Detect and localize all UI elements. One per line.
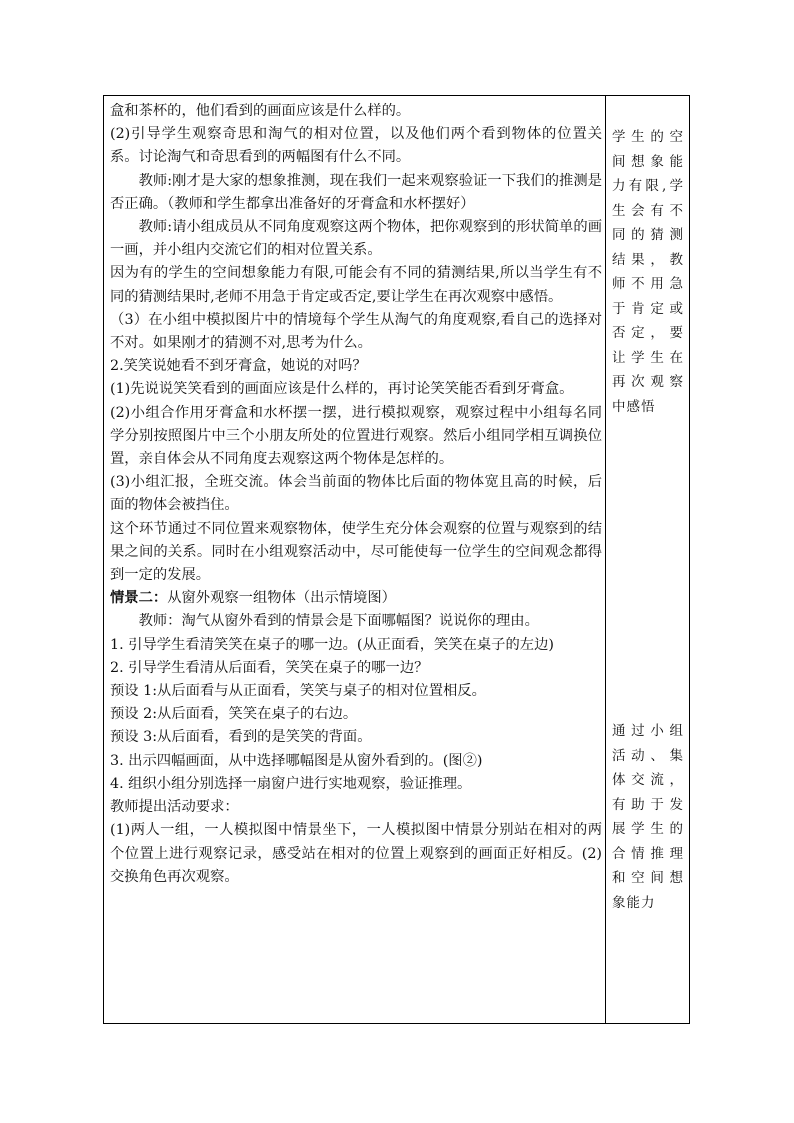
paragraph: 这个环节通过不同位置来观察物体，使学生充分体会观察的位置与观察到的结果之间的关系。同时在小组观察活动中，尽可能使每一位学生的空间观念都得到一定的发展。 [110, 520, 602, 584]
paragraph: 2. 引导学生看清从后面看，笑笑在桌子的哪一边？ [110, 659, 429, 676]
column-divider [605, 96, 606, 1023]
paragraph: 盒和茶杯的，他们看到的画面应该是什么样的。 [110, 103, 411, 119]
paragraph: 1. 引导学生看清笑笑在桌子的哪一边。(从正面看，笑笑在桌子的左边) [110, 636, 554, 653]
paragraph: (1)先说说笑笑看到的画面应该是什么样的，再讨论笑笑能否看到牙膏盒。 [110, 381, 574, 398]
paragraph: 教师:请小组成员从不同角度观察这两个物体，把你观察到的形状简单的画一画，并小组内交流它们的相对位置关系。 [110, 219, 602, 259]
paragraph: 预设 3:从后面看，看到的是笑笑的背面。 [110, 729, 372, 746]
paragraph: （3）在小组中模拟图片中的情境每个学生从淘气的角度观察,看自己的选择对不对。如果刚才的猜测不对,思考为什么。 [110, 311, 602, 352]
section-heading-text: 从窗外观察一组物体（出示情境图） [167, 590, 396, 607]
paragraph: (2)引导学生观察奇思和淘气的相对位置，以及他们两个看到物体的位置关系。讨论淘气和奇思看到的两幅图有什么不同。 [110, 126, 602, 166]
paragraph: 预设 1:从后面看与从正面看，笑笑与桌子的相对位置相反。 [110, 683, 486, 700]
paragraph: 预设 2:从后面看，笑笑在桌子的右边。 [110, 706, 358, 723]
section-heading-label: 情景二： [110, 590, 168, 607]
side-note-2: 通过小组活动、集体交流，有助于发展学生的合情推理和空间想象能力 [612, 723, 684, 911]
paragraph: (2)小组合作用牙膏盒和水杯摆一摆，进行模拟观察，观察过程中小组每名同学分别按照图片中三个小朋友所处的位置进行观察。然后小组同学相互调换位置，亲自体会从不同角度去观察这两个物体是怎样的。 [110, 404, 602, 468]
side-note-1: 学生的空间想象能力有限,学生会有不同的猜测结果，教师不用急于肯定或否定，要让学生在再次观察中感悟 [612, 129, 684, 415]
paragraph: (1)两人一组，一人模拟图中情景坐下，一人模拟图中情景分别站在相对的两个位置上进行观察记录，感受站在相对的位置上观察到的画面正好相反。(2)交换角色再次观察。 [110, 822, 602, 885]
section-heading [110, 587, 602, 610]
paragraph: 因为有的学生的空间想象能力有限,可能会有不同的猜测结果,所以当学生有不同的猜测结果时,老师不用急于肯定或否定,要让学生在再次观察中感悟。 [110, 265, 602, 305]
paragraph: 4. 组织小组分别选择一扇窗户进行实地观察，验证推理。 [110, 775, 472, 792]
paragraph: 教师提出活动要求： [110, 799, 239, 816]
paragraph: 3. 出示四幅画面，从中选择哪幅图是从窗外看到的。(图②) [110, 752, 483, 769]
lesson-table [103, 95, 690, 1024]
main-content-cell [110, 100, 602, 889]
paragraph: 教师：淘气从窗外看到的情景会是下面哪幅图？说说你的理由。 [138, 613, 539, 630]
paragraph: 教师:刚才是大家的想象推测，现在我们一起来观察验证一下我们的推测是否正确。（教师和学生都拿出准备好的牙膏盒和水杯摆好） [110, 172, 602, 212]
paragraph: (3)小组汇报，全班交流。体会当前面的物体比后面的物体宽且高的时候，后面的物体会被挡住。 [110, 474, 602, 514]
paragraph: 2.笑笑说她看不到牙膏盒，她说的对吗？ [110, 358, 367, 375]
